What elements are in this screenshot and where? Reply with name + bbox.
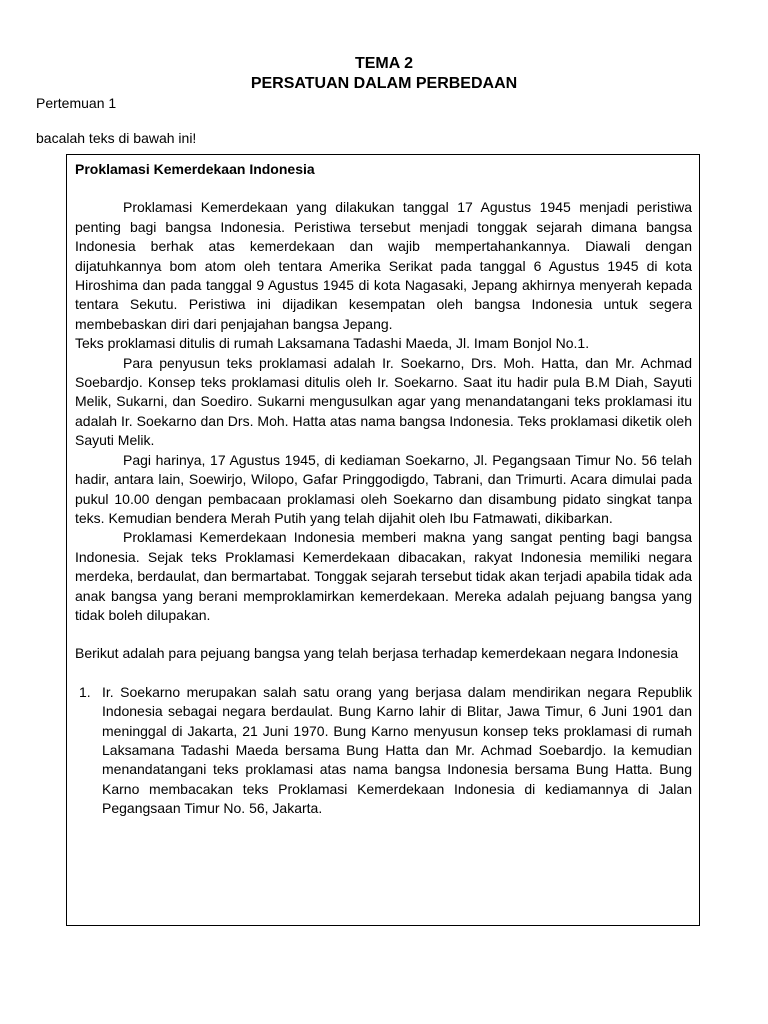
list-item-text: Ir. Soekarno merupakan salah satu orang yang berjasa dalam mendirikan negara Republik Indonesia sebagai negara berdaulat. Bung Karno lahir di Blitar, Jawa Timur, 6 Juni 1901 dan meninggal di Jakarta, 21 Juni 1970. Bung Karno menyusun konsep teks proklamasi di rumah Laksamana Tadashi Maeda bersama Bung Hatta dan Mr. Achmad Soebardjo. Ia kemudian menandatangani teks proklamasi atas nama bangsa Indonesia bersama Bung Hatta. Bung Karno membacakan teks Proklamasi Kemerdekaan Indonesia di kediamannya di Jalan Pegangsaan Timur No. 56, Jakarta.: [102, 683, 692, 817]
document-header: [0, 54, 768, 94]
reading-instruction: bacalah teks di bawah ini!: [36, 130, 197, 146]
paragraph-5: Proklamasi Kemerdekaan Indonesia memberi makna yang sangat penting bagi bangsa Indonesia. Sejak teks Proklamasi Kemerdekaan dibacakan, rakyat Indonesia memiliki negara merdeka, berdaulat, dan bermartabat. Tonggak sejarah tersebut tidak akan terjadi apabila tidak ada anak bangsa yang berani memproklamirkan kemerdekaan. Mereka adalah pejuang bangsa yang tidak boleh dilupakan.: [75, 529, 692, 623]
fighters-list: [75, 683, 692, 819]
reading-box: [66, 154, 700, 926]
list-item-number: 1.: [79, 683, 91, 700]
paragraph-4: Pagi harinya, 17 Agustus 1945, di kediaman Soekarno, Jl. Pegangsaan Timur No. 56 telah hadir, antara lain, Soewirjo, Wilopo, Gafar Pringgodigdo, Tabrani, dan Trimurti. Acara dimulai pada pukul 10.00 dengan pembacaan proklamasi oleh Soekarno dan disambung pidato singkat tanpa teks. Kemudian bendera Merah Putih yang telah dijahit oleh Ibu Fatmawati, dikibarkan.: [75, 451, 692, 526]
paragraph-2: Teks proklamasi ditulis di rumah Laksamana Tadashi Maeda, Jl. Imam Bonjol No.1.: [75, 335, 590, 352]
reading-title: Proklamasi Kemerdekaan Indonesia: [75, 161, 315, 177]
paragraph-3: Para penyusun teks proklamasi adalah Ir. Soekarno, Drs. Moh. Hatta, dan Mr. Achmad Soebardjo. Konsep teks proklamasi ditulis oleh Ir. Soekarno. Saat itu hadir pula B.M Diah, Sayuti Melik, Sukarni, dan Soediro. Sukarni mengusulkan agar yang menandatangani teks proklamasi itu adalah Ir. Soekarno dan Drs. Moh. Hatta atas nama bangsa Indonesia. Teks proklamasi diketik oleh Sayuti Melik.: [75, 354, 692, 449]
theme-title: TEMA 2: [354, 55, 414, 72]
meeting-label: Pertemuan 1: [36, 95, 117, 111]
list-item: [75, 683, 692, 819]
theme-subtitle: PERSATUAN DALAM PERBEDAAN: [250, 75, 518, 92]
reading-content: [75, 160, 692, 819]
paragraph-6: Berikut adalah para pejuang bangsa yang telah berjasa terhadap kemerdekaan negara Indonesia: [75, 645, 679, 662]
paragraph-1: Proklamasi Kemerdekaan yang dilakukan tanggal 17 Agustus 1945 menjadi peristiwa penting bagi bangsa Indonesia. Peristiwa tersebut menjadi tonggak sejarah dimana bangsa Indonesia berhak atas kemerdekaan dan wajib mempertahankannya. Diawali dengan dijatuhkannya bom atom oleh tentara Amerika Serikat pada tanggal 6 Agustus 1945 di kota Hiroshima dan pada tanggal 9 Agustus 1945 di kota Nagasaki, Jepang akhirnya menyerah kepada tentara Sekutu. Peristiwa ini dijadikan kesempatan oleh bangsa Indonesia untuk segera membebaskan diri dari penjajahan bangsa Jepang.: [75, 199, 692, 332]
